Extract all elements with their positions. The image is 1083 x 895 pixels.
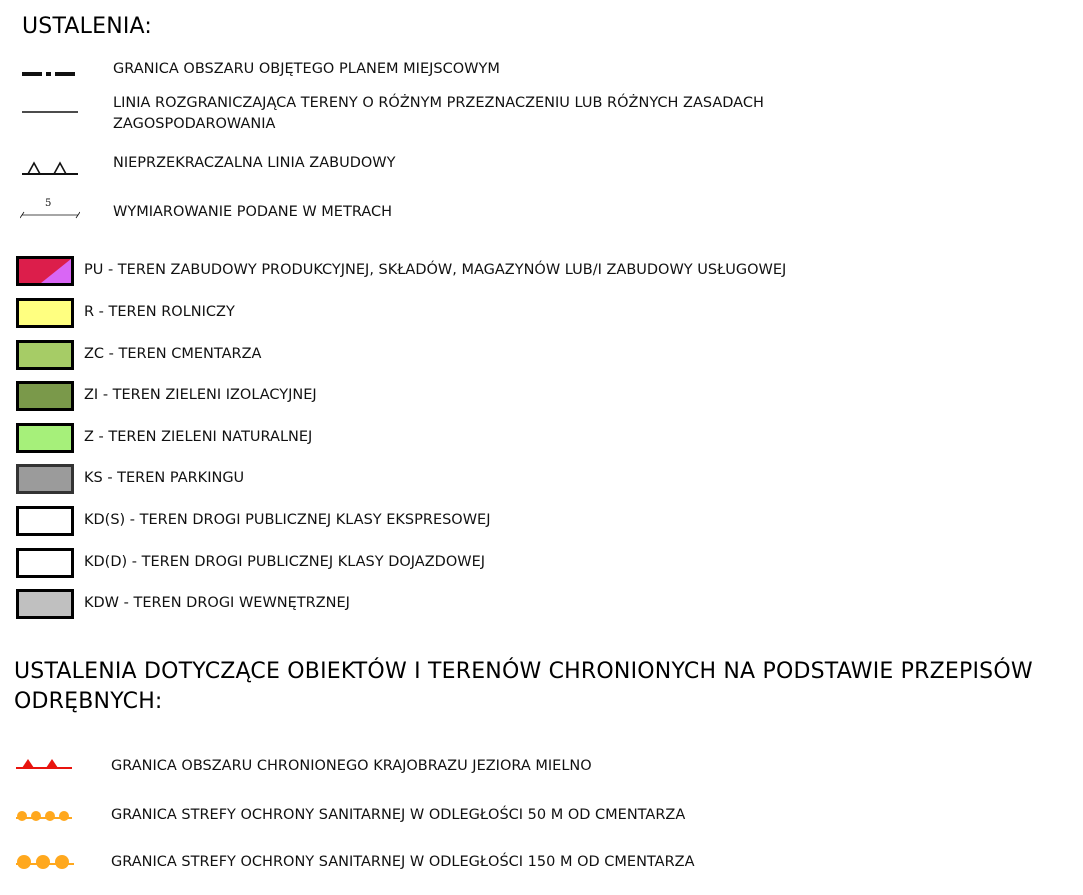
legend-line-label: NIEPRZEKRACZALNA LINIA ZABUDOWY [113, 155, 396, 171]
small-orange-dots-icon [14, 808, 74, 824]
legend-line-label: LINIA ROZGRANICZAJĄCA TERENY O RÓŻNYM PRZEZNACZENIU LUB RÓŻNYCH ZASADACH ZAGOSPODAROWANIA [113, 95, 764, 132]
protected-label: GRANICA STREFY OCHRONY SANITARNEJ W ODLEGŁOŚCI 150 M OD CMENTARZA [111, 854, 695, 870]
dimension-icon [20, 198, 80, 224]
zone-label-kdd: KD(D) - TEREN DROGI PUBLICZNEJ KLASY DOJAZDOWEJ [84, 554, 486, 570]
zone-label-kds: KD(S) - TEREN DROGI PUBLICZNEJ KLASY EKSPRESOWEJ [84, 512, 491, 528]
zone-label-z: Z - TEREN ZIELENI NATURALNEJ [84, 429, 313, 445]
zone-swatch-kds [16, 506, 74, 536]
zone-swatch-kdd [16, 548, 74, 578]
zone-label-zi: ZI - TEREN ZIELENI IZOLACYJNEJ [84, 387, 317, 403]
section-heading: USTALENIA: [22, 14, 153, 39]
zone-swatch-zi [16, 381, 74, 411]
zone-swatch-ks [16, 464, 74, 494]
zone-label-pu: PU - TEREN ZABUDOWY PRODUKCYJNEJ, SKŁADÓW, MAGAZYNÓW LUB/I ZABUDOWY USŁUGOWEJ [84, 262, 787, 278]
large-orange-dots-icon [14, 852, 76, 872]
zone-swatch-r [16, 298, 74, 328]
legend-line-label: GRANICA OBSZARU OBJĘTEGO PLANEM MIEJSCOWYM [113, 61, 500, 77]
protected-heading-line2: ODRĘBNYCH: [14, 689, 163, 714]
dash-dot-boundary-icon [20, 66, 80, 82]
protected-label: GRANICA OBSZARU CHRONIONEGO KRAJOBRAZU JEZIORA MIELNO [111, 758, 592, 774]
dimension-value: 5 [45, 198, 52, 209]
zone-label-ks: KS - TEREN PARKINGU [84, 470, 245, 486]
protected-label: GRANICA STREFY OCHRONY SANITARNEJ W ODLEGŁOŚCI 50 M OD CMENTARZA [111, 807, 686, 823]
zone-swatch-zc [16, 340, 74, 370]
zone-swatch-kdw [16, 589, 74, 619]
red-triangle-line-icon [14, 756, 74, 772]
zone-swatch-pu [16, 256, 74, 286]
triangle-line-icon [20, 156, 80, 178]
protected-heading-line1: USTALENIA DOTYCZĄCE OBIEKTÓW I TERENÓW CHRONIONYCH NA PODSTAWIE PRZEPISÓW [14, 659, 1033, 684]
zone-swatch-z [16, 423, 74, 453]
zone-label-r: R - TEREN ROLNICZY [84, 304, 235, 320]
legend-line-label: WYMIAROWANIE PODANE W METRACH [113, 204, 393, 220]
zone-label-kdw: KDW - TEREN DROGI WEWNĘTRZNEJ [84, 595, 350, 611]
thin-line-icon [20, 106, 80, 118]
zone-label-zc: ZC - TEREN CMENTARZA [84, 346, 262, 362]
